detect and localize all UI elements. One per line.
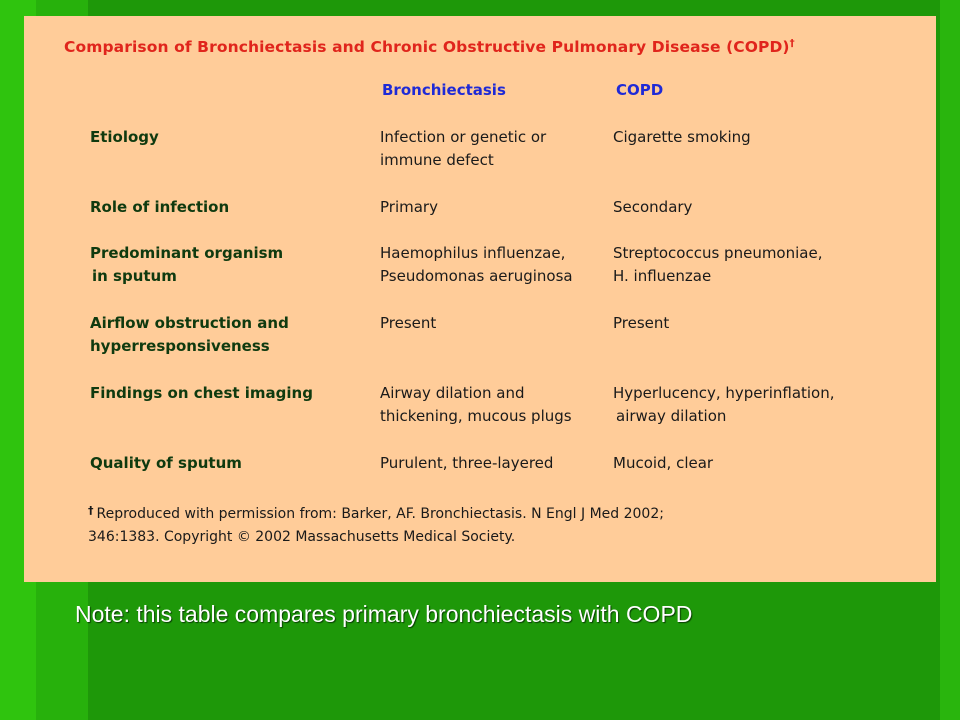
cell-line: Primary xyxy=(380,198,438,216)
row-label-etiology xyxy=(90,126,159,149)
footnote-line xyxy=(88,499,664,526)
cell-line: Purulent, three-layered xyxy=(380,454,554,472)
title-dagger: † xyxy=(789,38,795,49)
cell-line: Secondary xyxy=(613,198,693,216)
row-label-line: hyperresponsiveness xyxy=(90,337,270,355)
cell-role-copd xyxy=(613,196,692,219)
row-label-line: in sputum xyxy=(92,267,177,285)
cell-etiology-bronchiectasis xyxy=(380,126,546,172)
table-title xyxy=(64,38,795,56)
cell-line: Pseudomonas aeruginosa xyxy=(380,267,573,285)
cell-sputum-copd xyxy=(613,452,713,475)
cell-imaging-bronchiectasis xyxy=(380,382,572,428)
cell-airflow-copd xyxy=(613,312,669,335)
cell-line: Present xyxy=(613,314,670,332)
cell-line: airway dilation xyxy=(616,407,727,425)
comparison-table-image xyxy=(24,16,936,582)
cell-line: Cigarette smoking xyxy=(613,128,751,146)
cell-line: Airway dilation and xyxy=(380,384,525,402)
cell-line: immune defect xyxy=(380,151,494,169)
row-label-line: Airflow obstruction and xyxy=(90,314,289,332)
cell-organism-bronchiectasis xyxy=(380,242,573,288)
cell-sputum-bronchiectasis xyxy=(380,452,553,475)
row-label-predominant-organism xyxy=(90,242,283,288)
cell-organism-copd xyxy=(613,242,822,288)
column-header-bronchiectasis: Bronchiectasis xyxy=(382,81,506,99)
table-title-text: Comparison of Bronchiectasis and Chronic Obstructive Pulmonary Disease (COPD) xyxy=(64,38,790,56)
cell-line: Mucoid, clear xyxy=(613,454,714,472)
table-footnote xyxy=(88,499,664,549)
cell-line: Hyperlucency, hyperinflation, xyxy=(613,384,835,402)
cell-line: Streptococcus pneumoniae, xyxy=(613,244,823,262)
cell-line: H. influenzae xyxy=(613,267,712,285)
row-label-line: Etiology xyxy=(90,128,159,146)
footnote-line: 346:1383. Copyright © 2002 Massachusetts Medical Society. xyxy=(88,529,516,545)
row-label-quality-of-sputum xyxy=(90,452,242,475)
row-label-line: Predominant organism xyxy=(90,244,284,262)
background-stripe xyxy=(940,0,960,720)
row-label-line: Quality of sputum xyxy=(90,454,242,472)
slide-note: Note: this table compares primary bronchiectasis with COPD xyxy=(75,601,693,627)
cell-line: Infection or genetic or xyxy=(380,128,547,146)
cell-line: Haemophilus influenzae, xyxy=(380,244,566,262)
cell-line: thickening, mucous plugs xyxy=(380,407,572,425)
row-label-airflow-obstruction xyxy=(90,312,289,358)
footnote-dagger: † xyxy=(88,504,94,517)
row-label-chest-imaging xyxy=(90,382,313,405)
footnote-text: Reproduced with permission from: Barker, AF. Bronchiectasis. N Engl J Med 2002; xyxy=(96,506,664,522)
row-label-role-of-infection xyxy=(90,196,229,219)
row-label-line: Findings on chest imaging xyxy=(90,384,313,402)
cell-airflow-bronchiectasis xyxy=(380,312,436,335)
column-header-copd: COPD xyxy=(616,81,664,99)
cell-role-bronchiectasis xyxy=(380,196,438,219)
row-label-line: Role of infection xyxy=(90,198,230,216)
cell-etiology-copd xyxy=(613,126,751,149)
cell-imaging-copd xyxy=(613,382,835,428)
cell-line: Present xyxy=(380,314,437,332)
